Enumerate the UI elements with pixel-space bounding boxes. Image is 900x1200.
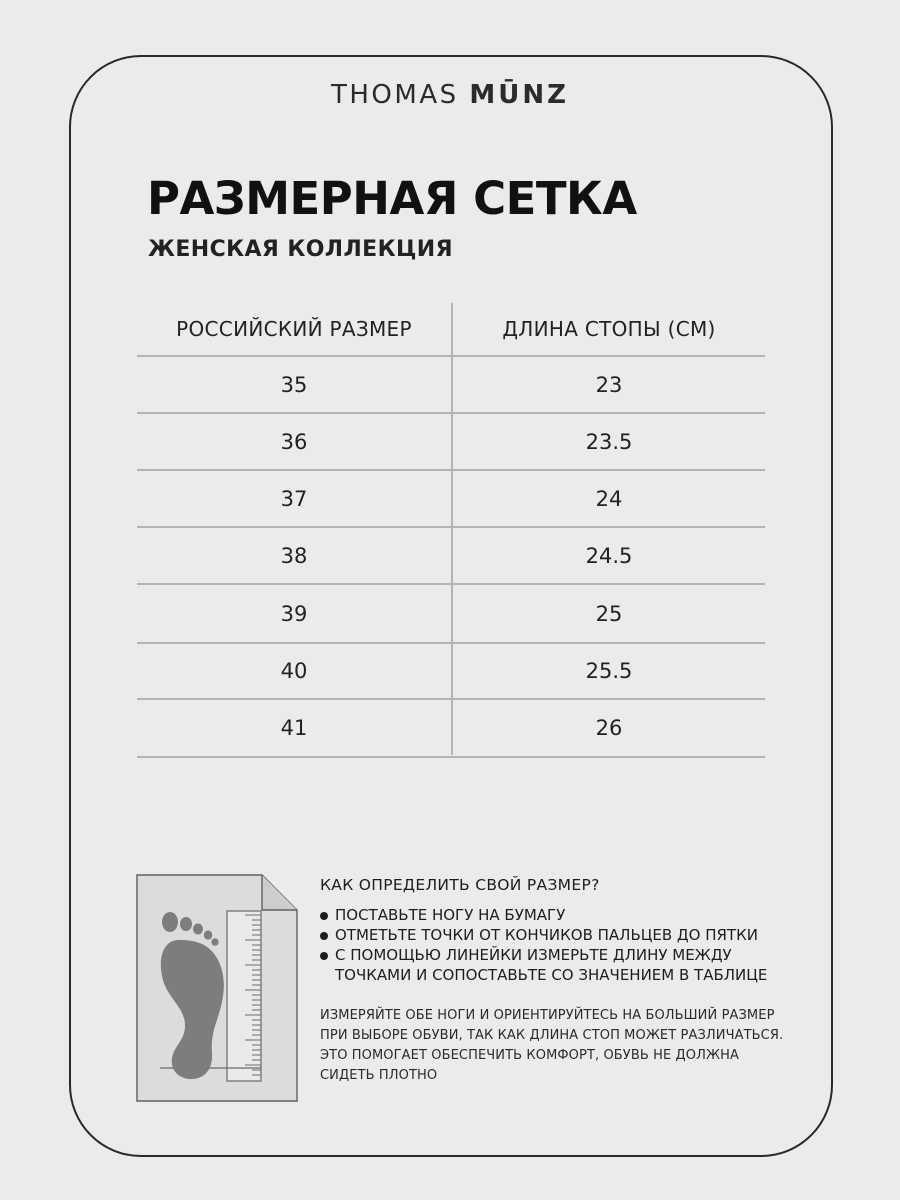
table-row [137,700,765,758]
cell-foot-length: 25.5 [585,659,633,683]
table-row [137,528,765,585]
step-text: ПОСТАВЬТЕ НОГУ НА БУМАГУ [335,906,566,924]
page-title: РАЗМЕРНАЯ СЕТКА [147,172,637,225]
cell-ru-size: 37 [280,486,308,511]
step-text: ОТМЕТЬТЕ ТОЧКИ ОТ КОНЧИКОВ ПАЛЬЦЕВ ДО ПЯТКИ [335,926,758,944]
cell-ru-size: 41 [280,716,308,740]
cell-foot-length: 26 [595,716,623,740]
list-item [320,905,767,925]
table-row [137,585,765,644]
table-row [137,357,765,414]
bullet-icon [320,912,328,920]
table-row [137,644,765,700]
step-text: С ПОМОЩЬЮ ЛИНЕЙКИ ИЗМЕРЬТЕ ДЛИНУ МЕЖДУ [335,946,732,964]
table-row [137,414,765,471]
list-item [320,945,767,985]
cell-ru-size: 35 [280,372,308,397]
note-line: СИДЕТЬ ПЛОТНО [320,1068,438,1083]
bullet-icon [320,932,328,940]
page-subtitle: ЖЕНСКАЯ КОЛЛЕКЦИЯ [148,237,453,262]
size-table [137,303,765,758]
cell-foot-length: 23 [595,372,623,397]
bullet-icon [320,952,328,960]
header-ru-size: РОССИЙСКИЙ РАЗМЕР [176,317,412,341]
brand-name-strong: MŪNZ [469,80,569,110]
brand-name-light: THOMAS [331,80,470,110]
cell-ru-size: 39 [280,601,308,626]
list-item [320,925,767,945]
table-header-row [137,303,765,357]
how-to-steps [320,905,767,985]
brand-logo [0,80,900,110]
cell-ru-size: 38 [280,543,308,568]
note-line: ИЗМЕРЯЙТЕ ОБЕ НОГИ И ОРИЕНТИРУЙТЕСЬ НА БОЛЬШИЙ РАЗМЕР [320,1008,775,1023]
cell-foot-length: 24.5 [585,543,633,568]
cell-ru-size: 40 [280,659,308,683]
cell-ru-size: 36 [280,429,308,454]
cell-foot-length: 23.5 [585,429,633,454]
header-foot-length: ДЛИНА СТОПЫ (СМ) [502,317,716,341]
how-to-title: КАК ОПРЕДЕЛИТЬ СВОЙ РАЗМЕР? [320,876,600,894]
note-line: ПРИ ВЫБОРЕ ОБУВИ, ТАК КАК ДЛИНА СТОП МОЖЕТ РАЗЛИЧАТЬСЯ. [320,1028,784,1043]
cell-foot-length: 25 [595,601,623,626]
step-text-continued: ТОЧКАМИ И СОПОСТАВЬТЕ СО ЗНАЧЕНИЕМ В ТАБЛИЦЕ [335,966,768,984]
foot-on-paper-with-ruler-icon [130,868,305,1108]
measurement-note [320,1006,790,1086]
table-row [137,471,765,528]
cell-foot-length: 24 [595,486,623,511]
note-line: ЭТО ПОМОГАЕТ ОБЕСПЕЧИТЬ КОМФОРТ, ОБУВЬ НЕ ДОЛЖНА [320,1048,739,1063]
